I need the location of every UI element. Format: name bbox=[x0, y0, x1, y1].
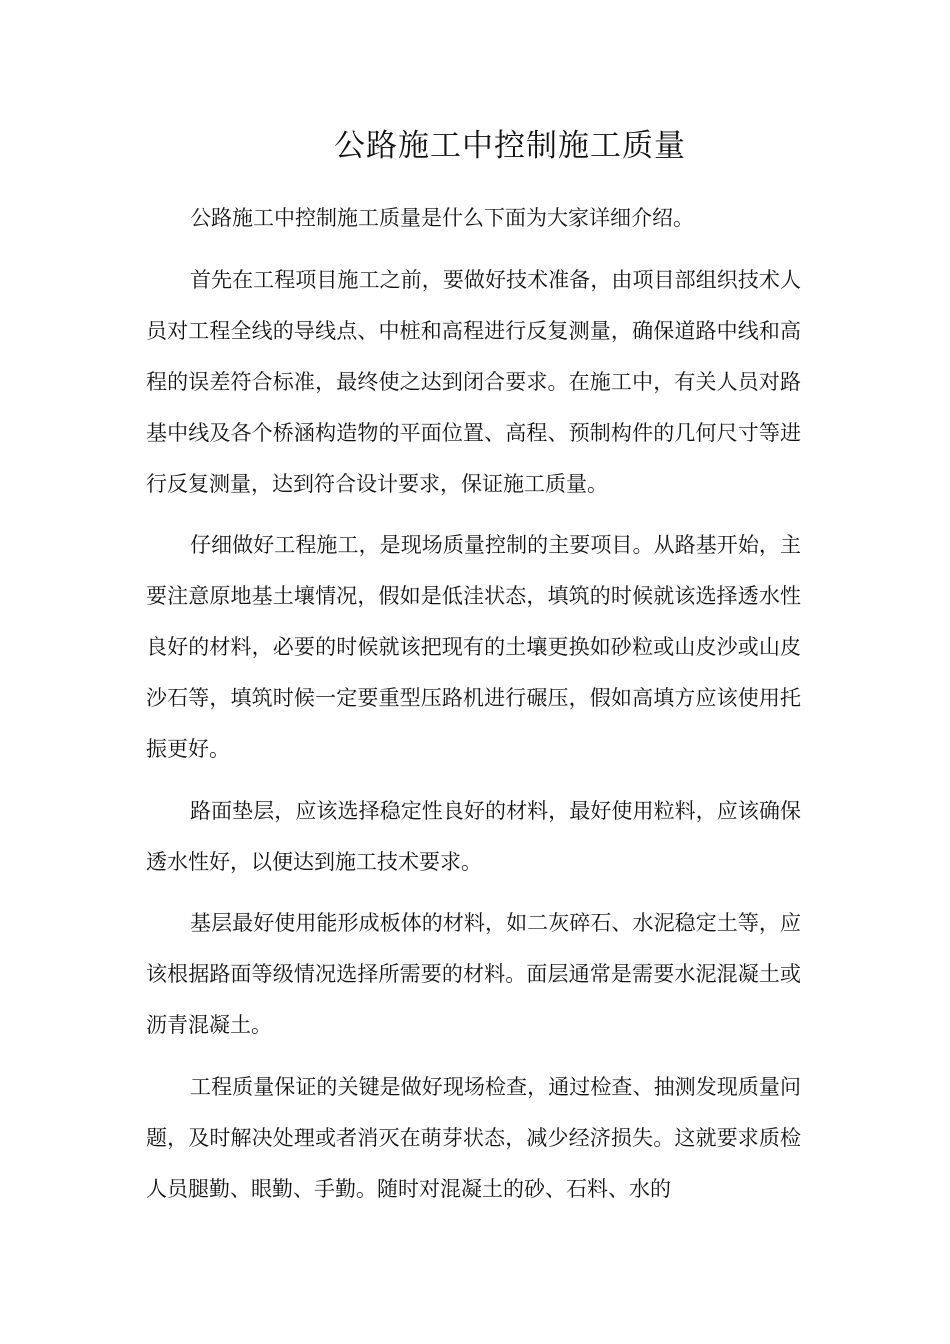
paragraph-technical-preparation: 首先在工程项目施工之前，要做好技术准备，由项目部组织技术人员对工程全线的导线点、中桩和高程进行反复测量，确保道路中线和高程的误差符合标准，最终使之达到闭合要求。在施工中，有关人员对路基中线及各个桥涵构造物的平面位置、高程、预制构件的几何尺寸等进行反复测量，达到符合设计要求，保证施工质量。 bbox=[146, 267, 801, 496]
document-body bbox=[146, 193, 801, 1225]
paragraph-construction-control: 仔细做好工程施工，是现场质量控制的主要项目。从路基开始，主要注意原地基土壤情况，假如是低洼状态，填筑的时候就该选择透水性良好的材料，必要的时候就该把现有的土壤更换如砂粒或山皮沙或山皮沙石等，填筑时候一定要重型压路机进行碾压，假如高填方应该使用托振更好。 bbox=[146, 533, 801, 761]
paragraph-quality-inspection: 工程质量保证的关键是做好现场检查，通过检查、抽测发现质量问题，及时解决处理或者消灭在萌芽状态，减少经济损失。这就要求质检人员腿勤、眼勤、手勤。随时对混凝土的砂、石料、水的 bbox=[146, 1074, 801, 1201]
paragraph-intro: 公路施工中控制施工质量是什么下面为大家详细介绍。 bbox=[190, 206, 694, 230]
paragraph-pavement-cushion: 路面垫层，应该选择稳定性良好的材料，最好使用粒料，应该确保透水性好，以便达到施工技术要求。 bbox=[146, 798, 801, 874]
paragraph-base-layer: 基层最好使用能形成板体的材料，如二灰碎石、水泥稳定土等，应该根据路面等级情况选择所需要的材料。面层通常是需要水泥混凝土或沥青混凝土。 bbox=[146, 911, 801, 1037]
document-title: 公路施工中控制施工质量 bbox=[334, 128, 686, 164]
